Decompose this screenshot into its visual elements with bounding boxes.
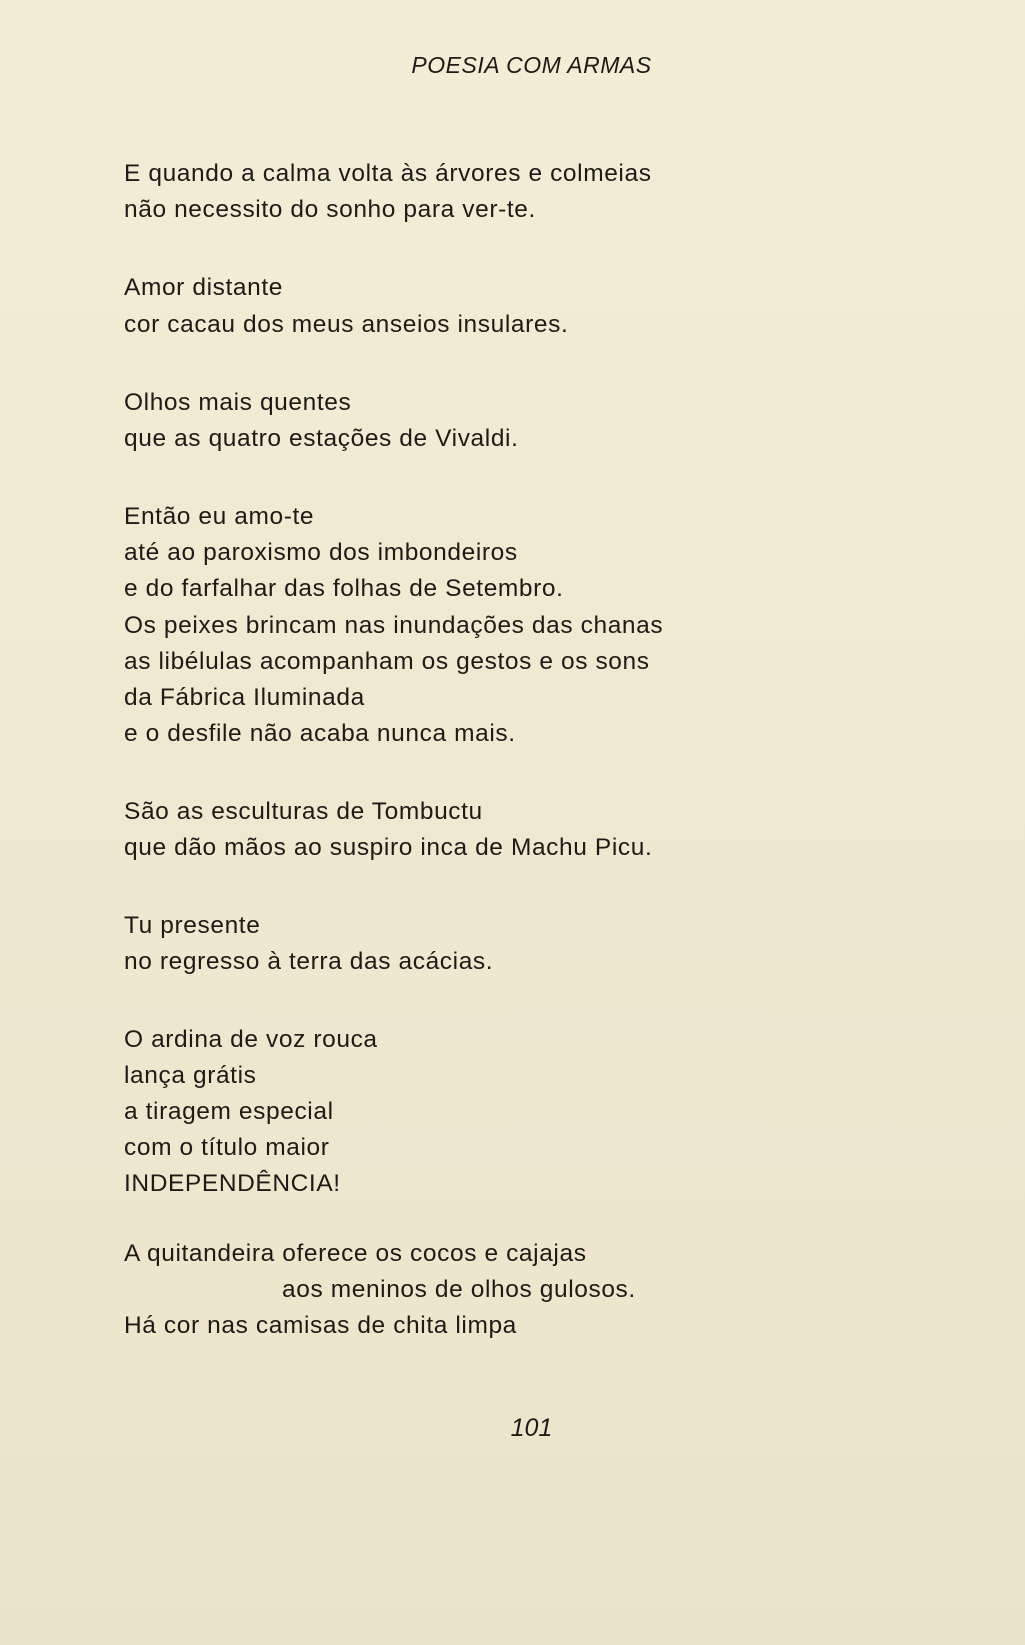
poem-line: com o título maior	[124, 1134, 330, 1161]
poem-line: O ardina de voz rouca	[124, 1026, 378, 1053]
poem-line: Então eu amo-te	[124, 503, 315, 530]
poem-line: lança grátis	[124, 1062, 257, 1089]
poem-line: cor cacau dos meus anseios insulares.	[124, 311, 569, 338]
poem-line: Amor distante	[124, 274, 283, 301]
poem-line: as libélulas acompanham os gestos e os sons	[124, 648, 650, 675]
running-head: POESIA COM ARMAS	[411, 52, 652, 78]
poem-line: a tiragem especial	[124, 1098, 334, 1125]
poem-line: da Fábrica Iluminada	[124, 684, 365, 711]
poem-line: até ao paroxismo dos imbondeiros	[124, 539, 518, 566]
poem-line: que as quatro estações de Vivaldi.	[124, 425, 519, 452]
poem-line: não necessito do sonho para ver-te.	[124, 196, 536, 223]
poem-line: Olhos mais quentes	[124, 389, 352, 416]
poem-line-indented: aos meninos de olhos gulosos.	[282, 1276, 636, 1303]
page-number: 101	[510, 1414, 553, 1442]
poem-line: e o desfile não acaba nunca mais.	[124, 720, 516, 747]
poem-line: que dão mãos ao suspiro inca de Machu Picu.	[124, 834, 653, 861]
poem-line: INDEPENDÊNCIA!	[124, 1170, 341, 1197]
poem-line: São as esculturas de Tombuctu	[124, 798, 483, 825]
poem-line: Tu presente	[124, 912, 261, 939]
poem-line: A quitandeira oferece os cocos e cajajas	[124, 1240, 587, 1267]
poem-line: no regresso à terra das acácias.	[124, 948, 494, 975]
poem-line: E quando a calma volta às árvores e colmeias	[124, 160, 652, 187]
poem-line: Há cor nas camisas de chita limpa	[124, 1312, 517, 1339]
poem-line: e do farfalhar das folhas de Setembro.	[124, 575, 564, 602]
poem-line: Os peixes brincam nas inundações das chanas	[124, 612, 664, 639]
